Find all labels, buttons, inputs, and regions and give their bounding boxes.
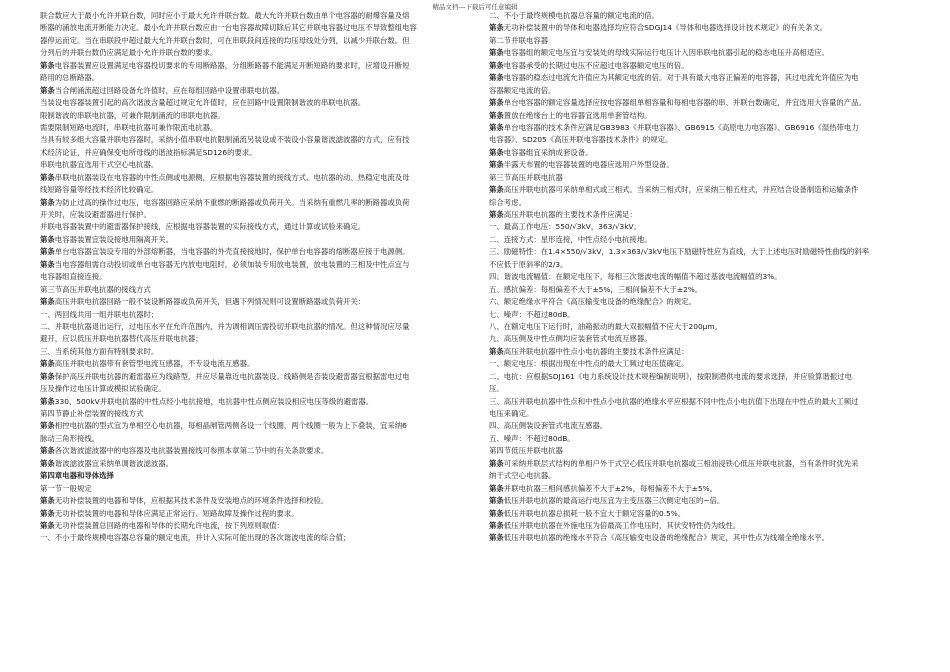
clause-marker: 第条 <box>40 520 55 530</box>
text-line <box>489 508 919 520</box>
line-text: 第四节低压并联电抗器 <box>489 446 563 456</box>
clause-marker: 第条 <box>40 396 55 406</box>
text-line <box>40 110 470 122</box>
text-line <box>489 396 919 408</box>
clause-marker: 第条 <box>489 508 504 518</box>
text-line <box>489 159 919 171</box>
line-text: 无功补偿装置的电器和导体，应根据其技术条件及安装地点的环境条件选择和校验。 <box>54 496 329 506</box>
clause-marker: 第条 <box>40 446 55 456</box>
text-line <box>489 47 919 59</box>
text-line <box>40 159 470 171</box>
line-text: 可采纳并联层式结构的单相户外干式空心低压并联电抗器或三相油浸铁心低压并联电抗器，当有条件时优先采 <box>503 458 859 468</box>
clause-marker: 第条 <box>40 197 55 207</box>
text-line <box>489 408 919 420</box>
line-text: 五、感抗偏差：每相偏差不大于±5%，三相间偏差不大于±2%。 <box>489 284 703 294</box>
line-text: 限制谐波的串联电抗器，可兼作限制涌流的串联电抗器。 <box>40 110 225 120</box>
line-text: 330、500kV并联电抗器的中性点经小电抗接地，电抗器中性点侧应装设相应电压等级的避雷器。 <box>54 396 374 406</box>
text-line <box>489 221 919 233</box>
text-line <box>489 296 919 308</box>
line-text: 需要限制短路电流时，串联电抗器可兼作限流电抗器。 <box>40 122 218 132</box>
line-text: 当合闸涌流超过回路设备允许值时，应在每组回路中设置串联电抗器。 <box>54 85 284 95</box>
text-line <box>40 97 470 109</box>
line-text: 电压来确定。 <box>489 409 534 418</box>
line-text: 第二节并联电容器 <box>489 35 549 45</box>
text-line <box>40 10 470 22</box>
line-text: 高压并联电抗器带有套管型电流互感器，不专设电流互感器。 <box>54 359 255 369</box>
text-line <box>489 433 919 445</box>
text-line <box>489 10 919 22</box>
line-text: 路用的总断路器。 <box>40 73 100 83</box>
line-text: 三、高压并联电抗器中性点和中性点小电抗器的绝缘水平应根据不同中性点小电抗值下出现在中性点的最大工频过 <box>489 396 859 406</box>
clause-marker: 第条 <box>489 210 504 219</box>
line-text: 纳干式空心电抗器。 <box>489 471 556 481</box>
text-line <box>489 60 919 72</box>
line-text: 低压并联电抗器的绝缘水平符合《高压输变电设备的绝缘配合》规定，其中性点为线端全绝缘水平。 <box>503 533 829 543</box>
line-text: 电容器》、SD205《高压并联电容器技术条件》的规定。 <box>489 135 673 145</box>
clause-marker: 第条 <box>489 73 504 83</box>
clause-marker: 第条 <box>489 496 504 506</box>
line-text: 串联电抗器宜选用干式空心电抗器。 <box>40 160 159 170</box>
line-text: 五、噪声：不超过80dB。 <box>489 433 575 443</box>
line-text: 谐波滤波器宜采纳单调谐波滤波器。 <box>54 458 174 468</box>
clause-marker: 第条 <box>40 359 55 369</box>
line-text: 电容器承受的长期过电压不应超过电容器额定电压的倍。 <box>503 60 689 70</box>
line-text: 低压并联电抗器的最高运行电压宜为主变压器三次侧定电压的~倍。 <box>503 496 725 506</box>
text-line <box>40 85 470 97</box>
text-line <box>40 433 470 445</box>
line-text: 一、额定电压：根据出现在中性点的最大工频过电压值确定。 <box>489 359 689 369</box>
clause-marker: 第条 <box>40 421 55 431</box>
text-line <box>40 420 470 432</box>
text-line <box>40 122 470 134</box>
text-line <box>489 470 919 482</box>
text-line <box>40 47 470 59</box>
text-line <box>40 520 470 532</box>
line-text: 器停运而定。当在串联段中超过最大允许并联台数时，可在串联段间连接的均压母线处分列，以减少并联台数。但 <box>40 35 410 45</box>
clause-marker: 第条 <box>489 98 504 108</box>
line-text: 避开，应以低压并联电抗器替代高压并联电抗器； <box>40 334 203 344</box>
text-line <box>40 346 470 358</box>
text-line <box>489 346 919 358</box>
line-text: 压及操作过电压计算或模拟试验确定。 <box>40 384 166 394</box>
text-line <box>40 358 470 370</box>
line-text: 四、高压侧装设套管式电流互感器。 <box>489 421 608 431</box>
line-text: 二、不小于最终规模电抗器总容量的额定电流的倍。 <box>489 11 659 20</box>
clause-marker: 第条 <box>40 234 55 244</box>
line-text: 第四节静止补偿装置的接线方式 <box>40 409 144 418</box>
line-text: 电容器组宜采纳成套设备。 <box>503 147 593 157</box>
line-text: 压。 <box>489 384 504 394</box>
clause-marker: 第条 <box>40 458 55 468</box>
line-text: 低压并联电抗器总损耗一般不宜大于额定容量的0.5%。 <box>503 508 686 518</box>
line-text: 电容器装置应设置满足电容器投切要求的专用断路器，分组断路器不能满足开断短路的要求时，应增设开断短 <box>54 60 410 70</box>
text-line <box>489 147 919 159</box>
text-line <box>489 420 919 432</box>
text-line <box>40 284 470 296</box>
text-line <box>489 35 919 47</box>
text-line <box>489 383 919 395</box>
text-line <box>40 221 470 233</box>
clause-marker: 第条 <box>489 185 504 195</box>
text-line <box>40 396 470 408</box>
section-heading: 第四章电器和导体选择 <box>40 471 114 481</box>
clause-marker: 第条 <box>489 160 504 170</box>
text-line <box>489 122 919 134</box>
text-line <box>489 321 919 333</box>
clause-marker: 第条 <box>489 458 504 468</box>
text-line <box>40 445 470 457</box>
text-line <box>489 333 919 345</box>
clause-marker: 第条 <box>489 48 504 58</box>
line-text: 第一节一般规定 <box>40 483 92 493</box>
line-text: 置放在绝缘台上的电容器宜选用单套管结构。 <box>503 110 652 120</box>
line-text: 相控电抗器的型式宜为单相空心电抗器，每相晶闸管两侧各设一个线圈，两个线圈一般为上下叠装，宜采纳6 <box>54 421 407 431</box>
clause-marker: 第条 <box>40 496 55 506</box>
text-line <box>489 271 919 283</box>
clause-marker: 第条 <box>40 508 55 518</box>
text-line <box>40 209 470 221</box>
clause-marker: 第条 <box>40 297 55 307</box>
line-text: 为防止过高的操作过电压，电容器回路应采纳不重燃的断路器或负荷开关。当采纳有重燃几率的断路器或负荷 <box>54 197 410 207</box>
text-line <box>40 532 470 544</box>
line-text: 三、当系统其他方面有特别要求时。 <box>40 346 159 356</box>
text-line <box>489 72 919 84</box>
text-line <box>489 358 919 370</box>
line-text: 综合考虑。 <box>489 197 526 207</box>
line-text: 单台电容器的技术条件应满足GB3983《并联电容器》、GB6915《高原电力电容器》、GB6916《湿热带电力 <box>503 122 859 132</box>
text-line <box>489 97 919 109</box>
line-text: 三、励磁特性：在1.4×550/√3kV，1.3×363/√3kV电压下励磁特性应为直线，大于上述电压时励磁特性曲线的斜率 <box>489 247 870 257</box>
text-line <box>40 408 470 420</box>
text-line <box>489 184 919 196</box>
clause-marker: 第条 <box>489 110 504 120</box>
text-line <box>40 508 470 520</box>
line-text: 术经济论证，并应确保变电所母线的谐波指标满足SD126的要求。 <box>40 147 257 157</box>
line-text: 单台电容器宜装设专用的外部熔断器，当电容器的外壳直接接地时，保护单台电容器的熔断器应接于电源侧。 <box>54 247 410 257</box>
text-line <box>489 483 919 495</box>
line-text: 各次谐波滤波器中的电容器及电抗器装置接线可参照本章第二节中的有关条款要求。 <box>54 446 329 456</box>
text-line <box>40 296 470 308</box>
line-text: 无功补偿装置总回路的电器和导体的长期允许电流，按下列原则取值： <box>54 520 284 530</box>
text-line <box>489 309 919 321</box>
clause-marker: 第条 <box>489 533 504 543</box>
line-text: 二、电抗：应根据SDJ161《电力系统设计技术规程编制说明》，按限制潜供电流的要求选择，并应验算谐振过电 <box>489 371 852 381</box>
text-line <box>40 35 470 47</box>
text-line <box>40 333 470 345</box>
line-text: 当电容器组需自动投切或单台电容器无内放电电阻时，必须加装专用放电装置，放电装置的三相及中性点宜与 <box>54 259 410 269</box>
line-text: 单台电容器的额定容量选择应按电容器组单相容量和每相电容器的串、并联台数确定，并宜选用大容量的产品。 <box>503 98 866 108</box>
text-line <box>489 22 919 34</box>
line-text: 八、在额定电压下运行时，油箱振动的最大双振幅值不应大于200μm。 <box>489 321 722 331</box>
clause-marker: 第条 <box>40 60 55 70</box>
line-text: 无功补偿装置中的导体和电器选择均应符合SDGJ14《导体和电器选择设计技术规定》的有关条文。 <box>503 23 828 33</box>
clause-marker: 第条 <box>40 85 55 95</box>
line-text: 并联电容器装置中的避雷器保护接线，应根据电容器装置的实际接线方式，通过计算或试验来确定。 <box>40 222 366 232</box>
text-line <box>489 495 919 507</box>
text-line <box>40 309 470 321</box>
line-text: 一、最高工作电压：550/√3kV，363/√3kV。 <box>489 222 641 232</box>
text-line <box>40 197 470 209</box>
text-line <box>40 495 470 507</box>
clause-marker: 第条 <box>489 346 504 356</box>
text-line <box>489 172 919 184</box>
text-line <box>40 147 470 159</box>
line-text: 不应低于原斜率的2/3。 <box>489 259 568 269</box>
right-column <box>489 10 919 545</box>
line-text: 高压并联电抗器可采纳单相式或三相式。当采纳三相式时，应采纳三相五柱式，并应结合设备制造和运输条件 <box>503 185 859 195</box>
text-line <box>40 259 470 271</box>
line-text: 电容器组直接连接。 <box>40 272 107 282</box>
page-header: 精品文档---下载后可任意编辑 <box>432 3 518 11</box>
line-text: 分列后的并联台数仍应满足最小允许并联台数的要求。 <box>40 48 218 58</box>
clause-marker: 第条 <box>489 483 504 493</box>
line-text: 无功补偿装置的电器和导体应满足正常运行、短路故障及操作过程的要求。 <box>54 508 299 518</box>
text-line <box>489 445 919 457</box>
line-text: 电容器的稳态过电流允许值应为其额定电流的倍。对于具有最大电容正偏差的电容器，其过电流允许值应为电 <box>503 73 859 83</box>
text-line <box>489 458 919 470</box>
clause-marker: 第条 <box>40 172 55 182</box>
line-text: 一、不小于最终规模电容器总容量的额定电流，并计入实际可能出现的各次谐波电流的综合值； <box>40 533 351 543</box>
text-line <box>40 72 470 84</box>
text-line <box>40 60 470 72</box>
line-text: 断器的涌放电流开断能力决定。最小允许并联台数应由一台电容器故障切除后其它并联电容器过电压不导致整组电容 <box>40 23 417 33</box>
text-line <box>40 383 470 395</box>
text-line <box>40 246 470 258</box>
line-text: 串联电抗器装设在电容器的中性点侧或电源侧，应根据电容器装置的接线方式、电抗器的动、热稳定电流及母 <box>54 172 410 182</box>
text-line <box>489 259 919 271</box>
text-line <box>40 321 470 333</box>
clause-marker: 第条 <box>40 259 55 269</box>
text-line <box>489 209 919 221</box>
line-text: 开关时，应装设避雷器进行保护。 <box>40 210 151 219</box>
clause-marker: 第条 <box>40 371 55 381</box>
line-text: 高压并联电抗器中性点小电抗器的主要技术条件应满足： <box>503 346 689 356</box>
clause-marker: 第条 <box>489 23 504 33</box>
line-text: 当具有较多组大容量并联电容器时，采纳小值串联电抗限制涌流另装设或不装设小容量谐波滤波器的方式，应有技 <box>40 135 410 145</box>
line-text: 高压并联电抗器回路一般不装设断路器或负荷开关，但遇下列情况则可设置断路器或负荷开关： <box>54 297 366 307</box>
text-line <box>489 284 919 296</box>
line-text: 二、连接方式：星形连接，中性点经小电抗接地。 <box>489 234 652 244</box>
text-line <box>489 234 919 246</box>
text-line <box>489 197 919 209</box>
line-text: 六、额定绝缘水平符合《高压输变电设备的绝缘配合》的规定。 <box>489 297 696 307</box>
text-line <box>40 22 470 34</box>
clause-marker: 第条 <box>489 60 504 70</box>
text-line <box>40 134 470 146</box>
text-line <box>489 371 919 383</box>
line-text: 脉动三角形接线。 <box>40 433 100 443</box>
clause-marker: 第条 <box>489 147 504 157</box>
clause-marker: 第条 <box>489 520 504 530</box>
line-text: 第三节高压并联电抗器的接线方式 <box>40 284 151 294</box>
text-line <box>489 246 919 258</box>
line-text: 四、谐波电流幅值：在额定电压下，每相三次谐波电流的幅值不超过基波电流幅值的3%。 <box>489 272 782 282</box>
line-text: 当装设电容器装置引起的高次谐波含量超过规定允许值时，应在回路中设置限制谐波的串联电抗器。 <box>40 98 366 108</box>
clause-marker: 第条 <box>40 247 55 257</box>
line-text: 高压并联电抗器的主要技术条件应满足： <box>503 210 637 219</box>
clause-marker: 第条 <box>489 122 504 132</box>
text-line <box>489 134 919 146</box>
text-line <box>40 234 470 246</box>
line-text: 并联电抗器三相间感抗偏差不大于±2%，每相偏差不大于±5%。 <box>503 483 718 493</box>
line-text: 九、高压侧及中性点侧均应装套管式电流互感器。 <box>489 334 652 344</box>
line-text: 电容器组的额定电压宜与安装处的母线实际运行电压计入因串联电抗器引起的稳态电压升高相适应。 <box>503 48 829 58</box>
text-line <box>40 271 470 283</box>
text-line <box>40 172 470 184</box>
line-text: 二、并联电抗器退出运行，过电压水平在允许范围内，并为调相调压需投切并联电抗器的情况。但这种情况应尽量 <box>40 321 410 331</box>
line-text: 一、两回线共用一组并联电抗器时； <box>40 309 159 319</box>
line-text: 线短路容量等经技术经济比较确定。 <box>40 185 159 195</box>
text-line <box>40 483 470 495</box>
text-line <box>489 532 919 544</box>
text-line <box>40 371 470 383</box>
line-text: 半露天布置的电容器装置的电器应选用户外型设备。 <box>503 160 674 170</box>
line-text: 容器额定电流的倍。 <box>489 85 556 95</box>
line-text: 电容器装置宜装设接地用隔离开关。 <box>54 234 174 244</box>
line-text: 保护高压并联电抗器的避雷器应为线路型，并应尽量靠近电抗器装设。线路侧是否装设避雷器宜根据雷电过电 <box>54 371 410 381</box>
text-line <box>40 184 470 196</box>
line-text: 联合数应大于最小允许并联台数，同时应小于最大允许并联台数。最大允许并联台数由单个电容器的耐爆容量及熔 <box>40 11 410 20</box>
text-line <box>489 520 919 532</box>
text-line <box>40 458 470 470</box>
line-text: 低压并联电抗器在外施电压为倍最高工作电压时，其伏安特性仍为线性。 <box>503 520 741 530</box>
line-text: 第三节高压并联电抗器 <box>489 172 563 182</box>
left-column <box>40 10 470 545</box>
line-text: 七、噪声：不超过80dB。 <box>489 309 575 319</box>
text-line <box>489 85 919 97</box>
text-line <box>489 110 919 122</box>
